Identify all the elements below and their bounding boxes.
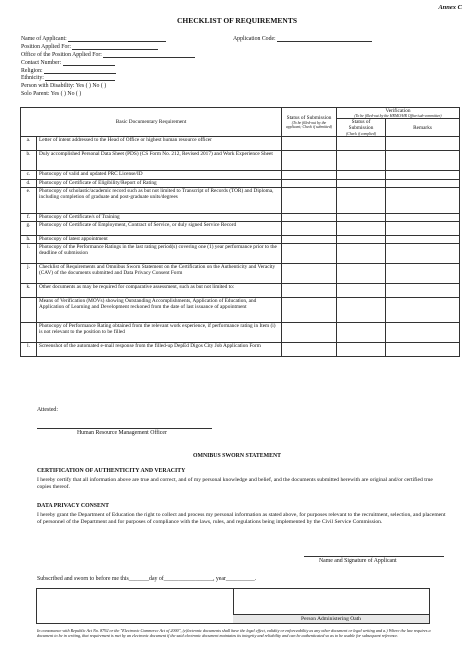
- status-submission-cell[interactable]: [282, 243, 337, 263]
- status-verification-cell[interactable]: [337, 187, 386, 213]
- status-submission-cell[interactable]: [282, 297, 337, 322]
- religion-label: Religion:: [21, 68, 43, 74]
- status-submission-cell[interactable]: [282, 342, 337, 356]
- remarks-cell[interactable]: [386, 235, 460, 243]
- status-submission-cell[interactable]: [282, 179, 337, 187]
- verification-note: (To be filled-out by the HRMO/HR Office/sub-committee): [354, 114, 442, 119]
- office-label: Office of the Position Applied For:: [21, 52, 102, 58]
- remarks-cell[interactable]: [386, 263, 460, 283]
- table-row: [21, 179, 460, 187]
- row-number: h.: [21, 235, 37, 243]
- annex-label: Annex C: [438, 4, 462, 11]
- table-row: [21, 263, 460, 283]
- dpc-text: I hereby grant the Department of Education the right to collect and process my personal information as stated above, for purposes relevant to the recruitment, selection, and placement of personnel of the Department and for purposes of compliance with the laws, rules, and regulations being implemented by the Civil Service Commission.: [37, 512, 446, 525]
- requirement-text: Checklist of Requirements and Omnibus Sworn Statement on the Certification on the Authenticity and Veracity (CAV) of the documents submitted and Data Privacy Consent Form: [37, 263, 282, 283]
- contact-field[interactable]: [21, 60, 115, 66]
- solo-parent-field[interactable]: Solo Parent: Yes ( ) No ( ): [21, 91, 82, 97]
- row-number: a.: [21, 136, 37, 150]
- status-verification-cell[interactable]: [337, 283, 386, 297]
- status-verification-cell[interactable]: [337, 297, 386, 322]
- requirement-text: Photocopy of the Performance Ratings in the last rating period(s) covering one (1) year performance prior to the deadline of submission: [37, 243, 282, 263]
- status-verification-cell[interactable]: [337, 170, 386, 179]
- office-field[interactable]: [21, 52, 195, 58]
- status-verification-cell[interactable]: [337, 221, 386, 235]
- status-submission-cell[interactable]: [282, 283, 337, 297]
- status-submission-cell[interactable]: [282, 322, 337, 342]
- status-verification-note: (Check if complied): [346, 131, 376, 136]
- status-verification-cell[interactable]: [337, 263, 386, 283]
- application-code-field[interactable]: [233, 36, 372, 42]
- remarks-cell[interactable]: [386, 342, 460, 356]
- table-row: [21, 297, 460, 322]
- status-verification-cell[interactable]: [337, 235, 386, 243]
- status-submission-cell[interactable]: [282, 213, 337, 221]
- status-verification-cell[interactable]: [337, 243, 386, 263]
- omnibus-title: OMNIBUS SWORN STATEMENT: [192, 453, 282, 459]
- ethnicity-line[interactable]: [45, 75, 115, 81]
- position-line[interactable]: [72, 44, 158, 50]
- hrmo-signature-line: [37, 428, 212, 429]
- row-number: k.: [21, 283, 37, 297]
- status-submission-cell[interactable]: [282, 263, 337, 283]
- row-number: b.: [21, 150, 37, 170]
- requirement-text: Photocopy of scholastic/academic record such as but not limited to Transcript of Records (TOR) and Diploma, including completion of graduate and post-graduate units/degrees: [37, 187, 282, 213]
- hrmo-label: Human Resource Management Officer: [77, 430, 167, 436]
- row-number: i.: [21, 243, 37, 263]
- cav-text: I hereby certify that all information above are true and correct, and of my personal knowledge and belief, and the documents submitted herewith are original and/or certified true copies thereof.: [37, 477, 433, 490]
- row-number: c.: [21, 170, 37, 179]
- application-code-line[interactable]: [277, 36, 372, 42]
- row-number: g.: [21, 221, 37, 235]
- row-number: e.: [21, 187, 37, 213]
- table-row: [21, 136, 460, 150]
- office-line[interactable]: [103, 52, 195, 58]
- status-verification-cell[interactable]: [337, 213, 386, 221]
- table-row: [21, 150, 460, 170]
- status-submission-header: Status of Submission (To be filled-out by the applicant; Check if submitted): [282, 108, 337, 137]
- applicant-signature-label: Name and Signature of Applicant: [319, 558, 397, 564]
- dpc-title: DATA PRIVACY CONSENT: [37, 503, 109, 509]
- remarks-cell[interactable]: [386, 187, 460, 213]
- table-row: [21, 213, 460, 221]
- applicant-signature-line[interactable]: [304, 556, 444, 557]
- requirement-text: Photocopy of latest appointment: [37, 235, 282, 243]
- application-code-label: Application Code:: [233, 36, 276, 42]
- remarks-cell[interactable]: [386, 297, 460, 322]
- status-verification-header: Status of Submission (Check if complied): [337, 119, 386, 136]
- remarks-header: Remarks: [386, 119, 460, 136]
- ethnicity-label: Ethnicity:: [21, 75, 44, 81]
- status-submission-cell[interactable]: [282, 221, 337, 235]
- table-row: [21, 283, 460, 297]
- requirements-table: [20, 107, 460, 357]
- disability-field[interactable]: Person with Disability: Yes ( ) No ( ): [21, 83, 107, 89]
- status-submission-cell[interactable]: [282, 235, 337, 243]
- ethnicity-field[interactable]: [21, 75, 115, 81]
- remarks-cell[interactable]: [386, 170, 460, 179]
- status-verification-cell[interactable]: [337, 179, 386, 187]
- contact-label: Contact Number:: [21, 60, 62, 66]
- row-number: f.: [21, 213, 37, 221]
- applicant-name-field[interactable]: [21, 36, 166, 42]
- table-row: [21, 187, 460, 213]
- verification-header: Verification (To be filled-out by the HRMO/HR Office/sub-committee): [337, 108, 460, 119]
- requirement-text: Photocopy of Certificate of Eligibility/Report of Rating: [37, 179, 282, 187]
- row-number: d.: [21, 179, 37, 187]
- status-submission-cell[interactable]: [282, 150, 337, 170]
- oath-label: Person Administering Oath: [233, 614, 429, 623]
- table-row: [21, 243, 460, 263]
- basic-requirement-header: Basic Documentary Requirement: [21, 108, 282, 137]
- table-row: [21, 322, 460, 342]
- table-row: [21, 170, 460, 179]
- sworn-statement-text: Subscribed and sworn to before me this_______day of_________________, year__________.: [37, 576, 257, 582]
- oath-box: [36, 588, 430, 624]
- religion-field[interactable]: [21, 68, 116, 74]
- table-row: [21, 342, 460, 356]
- status-verification-cell[interactable]: [337, 342, 386, 356]
- table-row: [21, 235, 460, 243]
- requirement-text: Photocopy of valid and updated PRC License/ID: [37, 170, 282, 179]
- requirement-text: Letter of intent addressed to the Head of Office or highest human resource officer: [37, 136, 282, 150]
- requirement-text: Duly accomplished Personal Data Sheet (PDS) (CS Form No. 212, Revised 2017) and Work Experience Sheet: [37, 150, 282, 170]
- remarks-cell[interactable]: [386, 213, 460, 221]
- remarks-cell[interactable]: [386, 283, 460, 297]
- requirement-text: Photocopy of Certificate of Employment, Contract of Service, or duly signed Service Record: [37, 221, 282, 235]
- remarks-cell[interactable]: [386, 322, 460, 342]
- requirement-text: Photocopy of Performance Rating obtained from the relevant work experience, if performance rating in Item (i) is not relevant to the position to be filled: [37, 322, 282, 342]
- legal-footer: In consonance with Republic Act No. 8792 or the "Electronic Commerce Act of 2000", (e)lectronic documents shall have the legal effect, validity or enforceability as any other document or legal writing and a.) Where the law requires a document to be in writing, that requirement is met by an electronic document if the said electronic document maintains its integrity and reliability and can be authenticated so as to be usable for subsequent reference.: [37, 628, 431, 638]
- remarks-cell[interactable]: [386, 150, 460, 170]
- page-title: CHECKLIST OF REQUIREMENTS: [176, 16, 298, 25]
- remarks-cell[interactable]: [386, 179, 460, 187]
- status-verification-cell[interactable]: [337, 136, 386, 150]
- table-row: [21, 221, 460, 235]
- requirement-text: Photocopy of Certificate/s of Training: [37, 213, 282, 221]
- row-number: [21, 297, 37, 322]
- religion-line[interactable]: [44, 68, 116, 74]
- status-submission-cell[interactable]: [282, 170, 337, 179]
- position-field[interactable]: [21, 44, 158, 50]
- status-submission-note: (To be filled-out by the applicant; Check if submitted): [285, 120, 333, 129]
- remarks-cell[interactable]: [386, 136, 460, 150]
- requirement-text: Other documents as may be required for comparative assessment, such as but not limited to:: [37, 283, 282, 297]
- position-label: Position Applied For:: [21, 44, 71, 50]
- cav-title: CERTIFICATION OF AUTHENTICITY AND VERACITY: [37, 468, 186, 474]
- row-number: [21, 322, 37, 342]
- applicant-name-line[interactable]: [68, 36, 166, 42]
- status-submission-cell[interactable]: [282, 187, 337, 213]
- applicant-name-label: Name of Applicant:: [21, 36, 67, 42]
- row-number: j.: [21, 263, 37, 283]
- row-number: l.: [21, 342, 37, 356]
- requirement-text: Means of Verification (MOVs) showing Outstanding Accomplishments, Application of Education, and Application of Learning and Development reckoned from the date of last issuance of appointment: [37, 297, 282, 322]
- status-verification-cell[interactable]: [337, 150, 386, 170]
- contact-line[interactable]: [63, 60, 115, 66]
- status-verification-cell[interactable]: [337, 322, 386, 342]
- status-submission-cell[interactable]: [282, 136, 337, 150]
- attested-label: Attested:: [37, 407, 58, 413]
- remarks-cell[interactable]: [386, 221, 460, 235]
- requirement-text: Screenshot of the automated e-mail response from the filled-up DepEd Digos City Job Application Form: [37, 342, 282, 356]
- remarks-cell[interactable]: [386, 243, 460, 263]
